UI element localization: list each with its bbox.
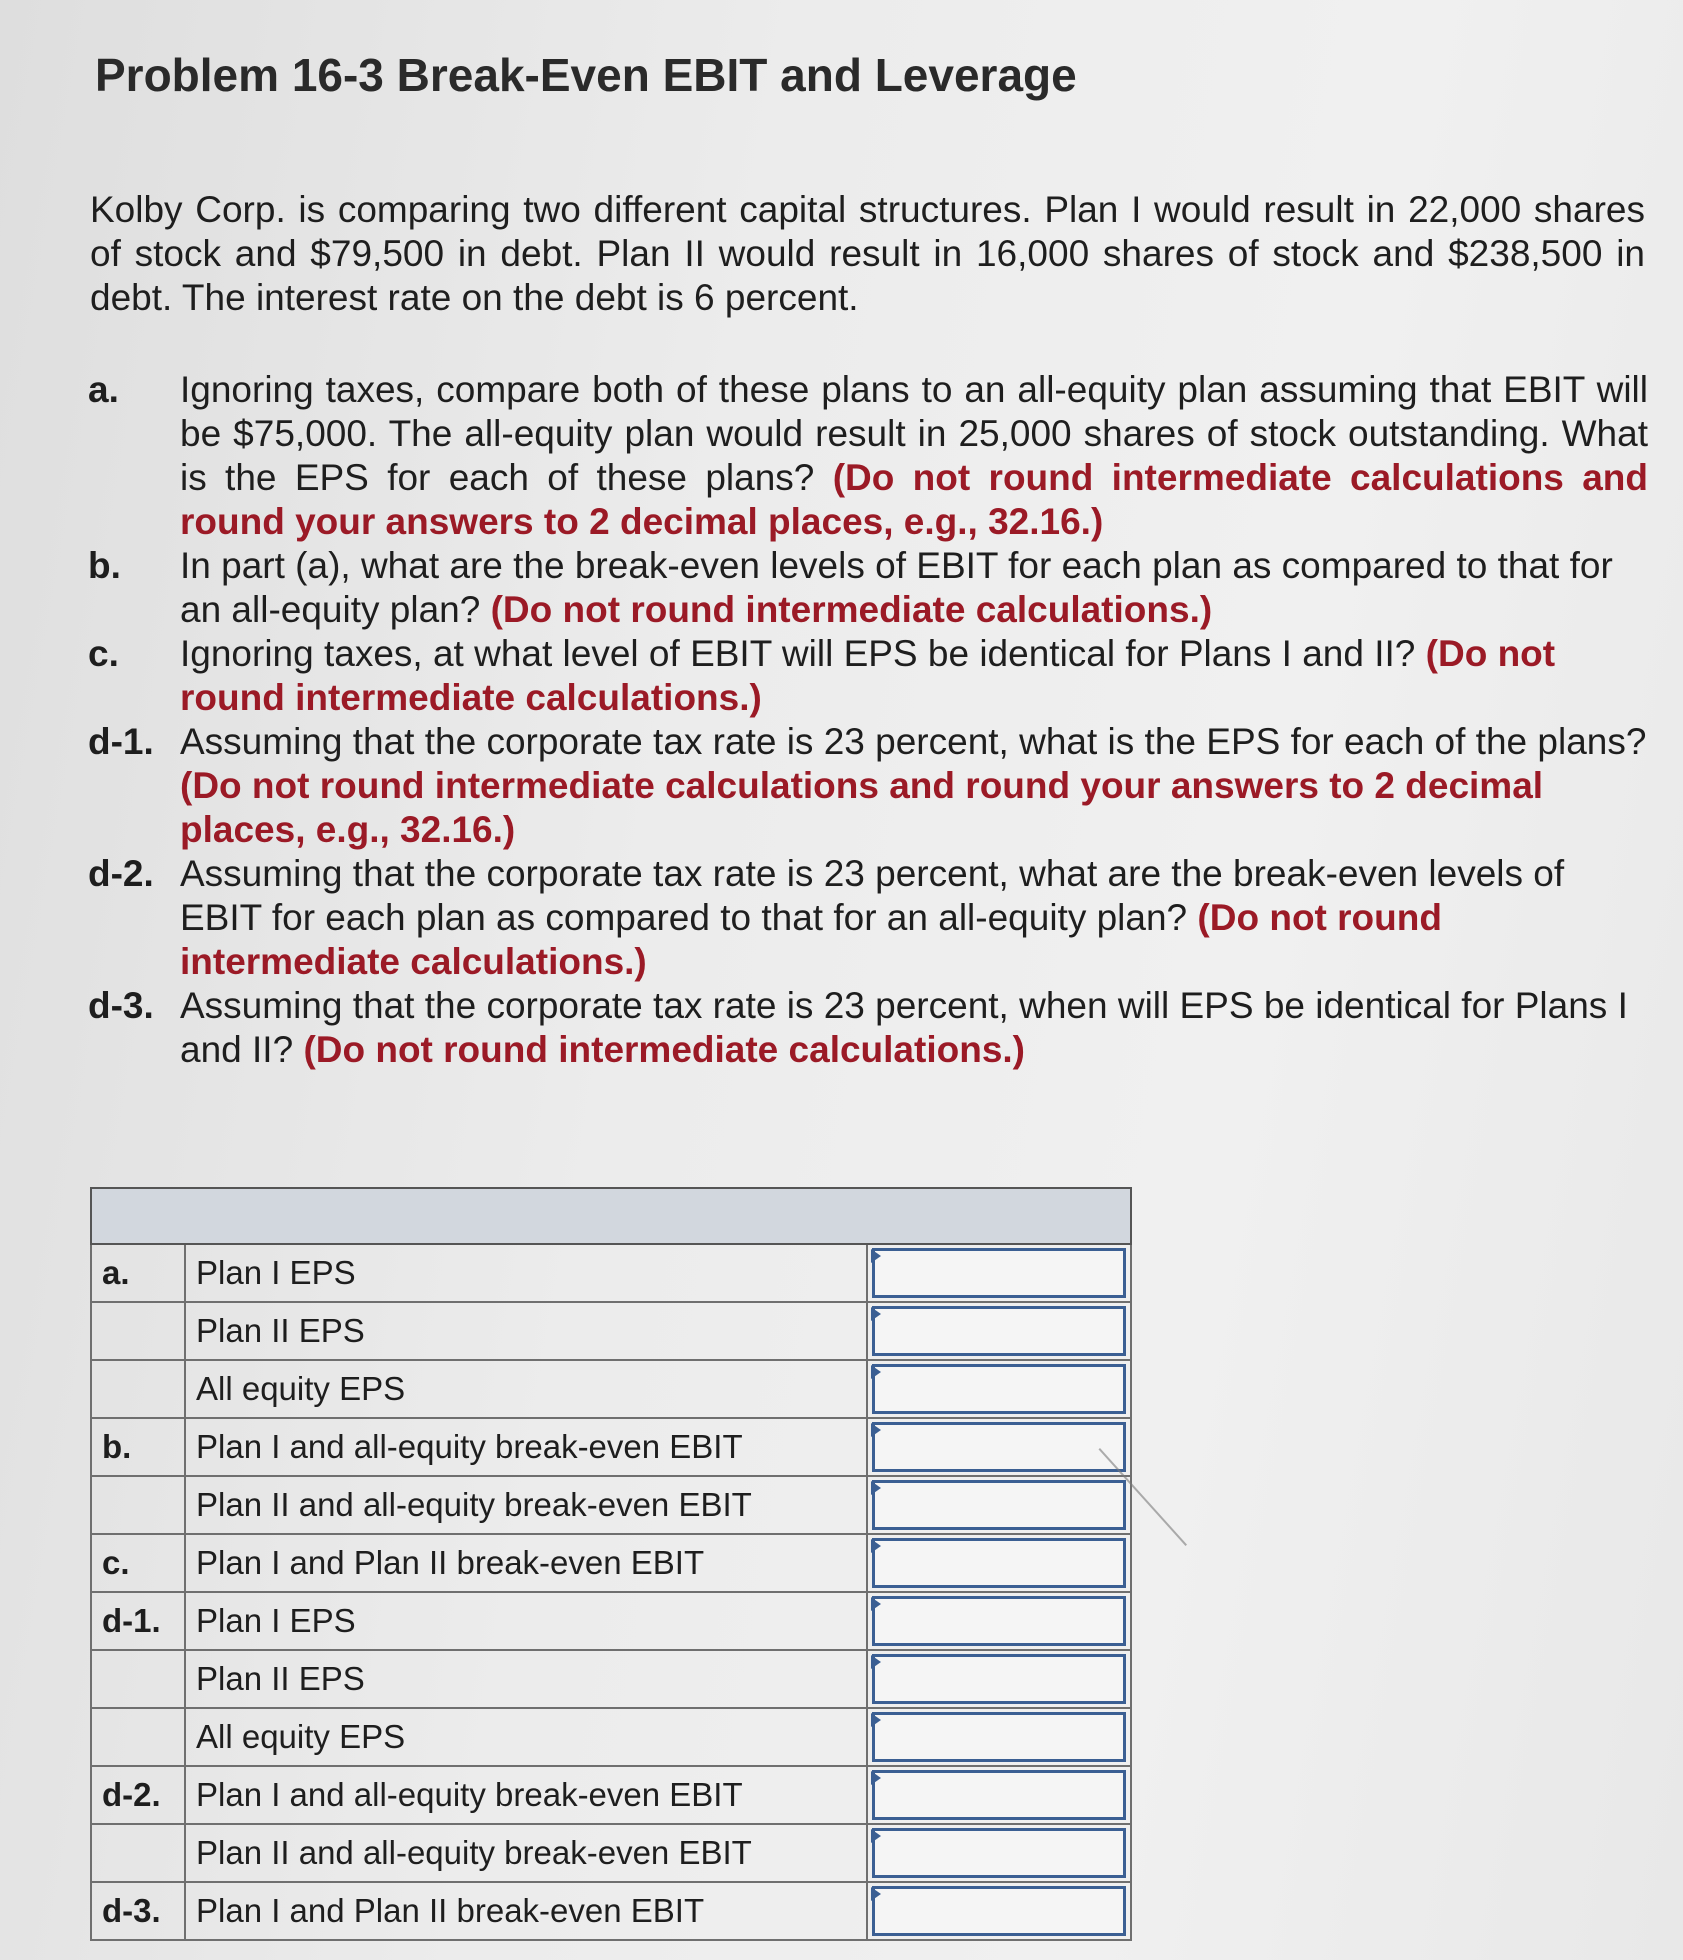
cell-marker-icon [871, 1249, 881, 1263]
answer-cell [867, 1650, 1131, 1708]
answer-cell [867, 1302, 1131, 1360]
question-label: d-3. [88, 985, 154, 1026]
row-part: d-3. [91, 1882, 185, 1940]
cell-marker-icon [871, 1597, 881, 1611]
row-description: Plan II and all-equity break-even EBIT [185, 1824, 867, 1882]
answer-cell [867, 1824, 1131, 1882]
question-list [88, 368, 1648, 1072]
cell-marker-icon [871, 1481, 881, 1495]
question-instruction: (Do not round intermediate calculations.) [180, 633, 1556, 718]
answer-cell [867, 1476, 1131, 1534]
table-row [91, 1534, 1131, 1592]
table-row [91, 1592, 1131, 1650]
answer-input[interactable] [872, 1712, 1126, 1762]
row-description: All equity EPS [185, 1708, 867, 1766]
question-a [88, 368, 1648, 544]
answer-cell [867, 1244, 1131, 1302]
row-part [91, 1302, 185, 1360]
row-part: d-2. [91, 1766, 185, 1824]
table-row [91, 1244, 1131, 1302]
table-row [91, 1360, 1131, 1418]
row-description: Plan I and all-equity break-even EBIT [185, 1418, 867, 1476]
answer-table [90, 1187, 1132, 1941]
row-part [91, 1650, 185, 1708]
row-part: a. [91, 1244, 185, 1302]
cell-marker-icon [871, 1655, 881, 1669]
question-text: Ignoring taxes, compare both of these plans to an all-equity plan assuming that EBIT will be $75,000. The all-equity plan would result in 25,000 shares of stock outstanding. What is the EPS for each of these plans? [180, 369, 1648, 498]
answer-input[interactable] [872, 1654, 1126, 1704]
answer-cell [867, 1418, 1131, 1476]
cell-marker-icon [871, 1713, 881, 1727]
problem-heading-cut-off: Problem 16-3 Break-Even EBIT and Leverage [95, 49, 1077, 101]
answer-cell [867, 1708, 1131, 1766]
header-cell [91, 1188, 1131, 1244]
cell-marker-icon [871, 1307, 881, 1321]
question-instruction: (Do not round intermediate calculations.) [303, 1029, 1025, 1070]
question-instruction: (Do not round intermediate calculations.) [180, 897, 1442, 982]
problem-intro: Kolby Corp. is comparing two different capital structures. Plan I would result in 22,000 shares of stock and $79,500 in debt. Plan II would result in 16,000 shares of stock and $238,500 in debt. The interest rate on the debt is 6 percent. [90, 189, 1645, 318]
row-description: Plan II and all-equity break-even EBIT [185, 1476, 867, 1534]
question-label: d-2. [88, 853, 154, 894]
table-row [91, 1302, 1131, 1360]
answer-cell [867, 1360, 1131, 1418]
row-description: Plan I and Plan II break-even EBIT [185, 1534, 867, 1592]
table-row [91, 1708, 1131, 1766]
row-part [91, 1708, 185, 1766]
question-d2 [88, 852, 1648, 984]
row-part: d-1. [91, 1592, 185, 1650]
cell-marker-icon [871, 1771, 881, 1785]
question-c [88, 632, 1648, 720]
question-label: d-1. [88, 721, 154, 762]
question-label: a. [88, 369, 119, 410]
answer-table-header [91, 1188, 1131, 1244]
row-part [91, 1824, 185, 1882]
answer-cell [867, 1592, 1131, 1650]
question-text: Assuming that the corporate tax rate is 23 percent, when will EPS be identical for Plans I and II? [180, 985, 1628, 1070]
question-b [88, 544, 1648, 632]
table-row [91, 1824, 1131, 1882]
table-row [91, 1476, 1131, 1534]
row-description: All equity EPS [185, 1360, 867, 1418]
answer-input[interactable] [872, 1248, 1126, 1298]
answer-input[interactable] [872, 1422, 1126, 1472]
question-instruction: (Do not round intermediate calculations and round your answers to 2 decimal places, e.g., 32.16.) [180, 765, 1544, 850]
row-description: Plan I and Plan II break-even EBIT [185, 1882, 867, 1940]
cell-marker-icon [871, 1365, 881, 1379]
row-description: Plan I EPS [185, 1244, 867, 1302]
row-description: Plan II EPS [185, 1302, 867, 1360]
answer-input[interactable] [872, 1538, 1126, 1588]
row-description: Plan I and all-equity break-even EBIT [185, 1766, 867, 1824]
table-row [91, 1650, 1131, 1708]
question-text: In part (a), what are the break-even levels of EBIT for each plan as compared to that for an all-equity plan? [180, 545, 1613, 630]
question-label: c. [88, 633, 119, 674]
row-part: c. [91, 1534, 185, 1592]
answer-input[interactable] [872, 1364, 1126, 1414]
question-label: b. [88, 545, 121, 586]
answer-input[interactable] [872, 1596, 1126, 1646]
table-row [91, 1766, 1131, 1824]
answer-input[interactable] [872, 1886, 1126, 1936]
cell-marker-icon [871, 1887, 881, 1901]
question-instruction: (Do not round intermediate calculations.) [490, 589, 1213, 630]
question-d1 [88, 720, 1648, 852]
cell-marker-icon [871, 1423, 881, 1437]
question-text: Assuming that the corporate tax rate is 23 percent, what is the EPS for each of the plans? [180, 721, 1647, 762]
question-instruction: (Do not round intermediate calculations and round your answers to 2 decimal places, e.g., 32.16.) [180, 457, 1648, 542]
answer-input[interactable] [872, 1480, 1126, 1530]
table-row [91, 1418, 1131, 1476]
answer-cell [867, 1534, 1131, 1592]
question-text: Assuming that the corporate tax rate is 23 percent, what are the break-even levels of EBIT for each plan as compared to that for an all-equity plan? [180, 853, 1565, 938]
question-d3 [88, 984, 1648, 1072]
row-part [91, 1476, 185, 1534]
table-row [91, 1882, 1131, 1940]
row-part: b. [91, 1418, 185, 1476]
cell-marker-icon [871, 1539, 881, 1553]
answer-cell [867, 1766, 1131, 1824]
answer-input[interactable] [872, 1306, 1126, 1356]
row-part [91, 1360, 185, 1418]
answer-cell [867, 1882, 1131, 1940]
row-description: Plan II EPS [185, 1650, 867, 1708]
row-description: Plan I EPS [185, 1592, 867, 1650]
question-text: Ignoring taxes, at what level of EBIT will EPS be identical for Plans I and II? [180, 633, 1416, 674]
cell-marker-icon [871, 1829, 881, 1843]
answer-input[interactable] [872, 1828, 1126, 1878]
answer-input[interactable] [872, 1770, 1126, 1820]
